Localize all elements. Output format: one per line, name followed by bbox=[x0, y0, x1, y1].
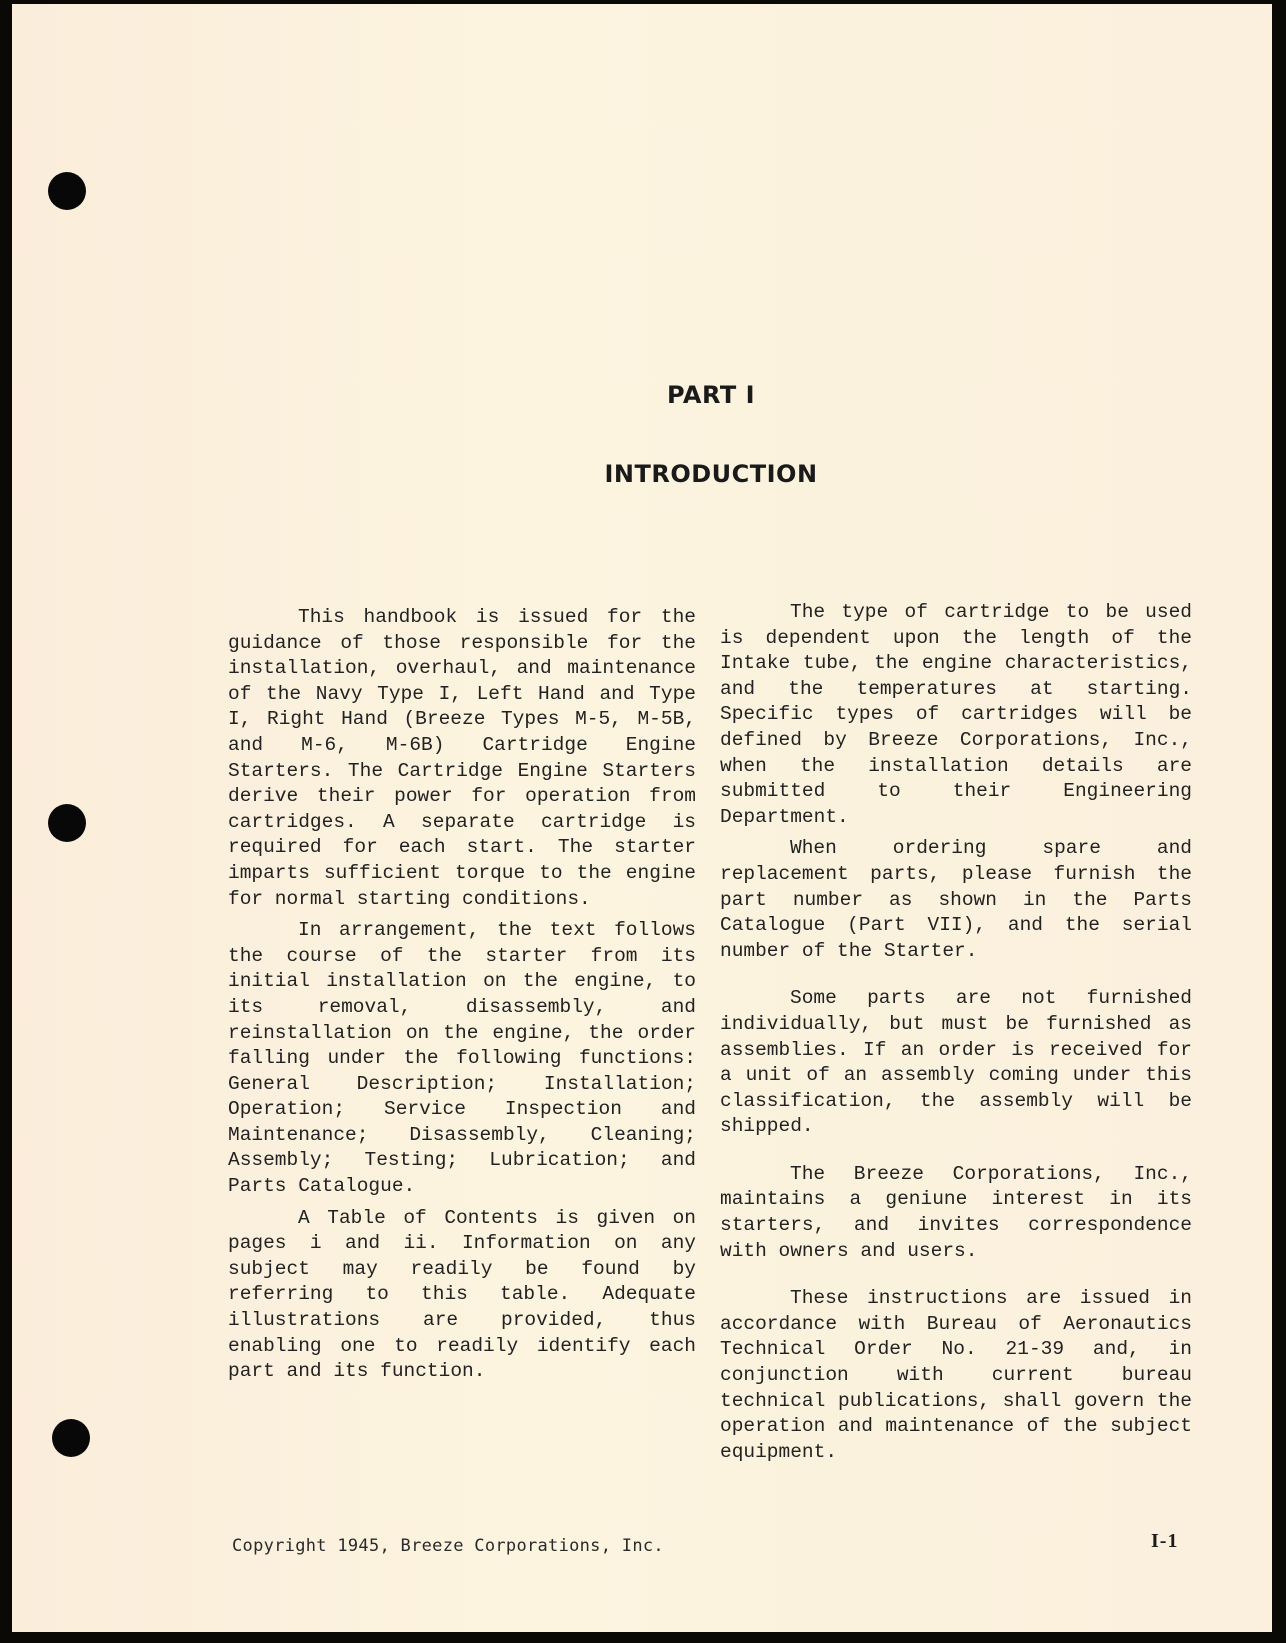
document-page bbox=[12, 4, 1272, 1632]
paragraph-cartridge-type: The type of cartridge to be used is dependent upon the length of the Intake tube, the engine characteristics, and the temperatures at starting. Specific types of cartridges will be defined by Breeze Corporations, Inc., when the installation details are submitted to their Engineering Department. bbox=[720, 601, 1192, 828]
paragraph-ordering-parts: When ordering spare and replacement parts, please furnish the part number as shown in the Parts Catalogue (Part VII), and the serial number of the Starter. bbox=[720, 837, 1192, 962]
section-title: INTRODUCTION bbox=[604, 460, 818, 488]
copyright-notice: Copyright 1945, Breeze Corporations, Inc. bbox=[232, 1536, 664, 1556]
paragraph-handbook-purpose: This handbook is issued for the guidance of those responsible for the installation, overhaul, and maintenance of the Navy Type I, Left Hand and Type I, Right Hand (Breeze Types M-5, M-5B, and M-6, M-6B) Cartridge Engine Starters. The Cartridge Engine Starters derive their power for operation from cartridges. A separate cartridge is required for each start. The starter imparts sufficient torque to the engine for normal starting conditions. bbox=[228, 606, 696, 910]
left-text-column bbox=[228, 605, 696, 1385]
paragraph-assemblies: Some parts are not furnished individually, but must be furnished as assemblies. If an order is received for a unit of an assembly coming under this classification, the assembly will be shipped. bbox=[720, 987, 1192, 1138]
paragraph-technical-order: These instructions are issued in accordance with Bureau of Aeronautics Technical Order No. 21-39 and, in conjunction with current bureau technical publications, shall govern the operation and maintenance of the subject equipment. bbox=[720, 1287, 1192, 1463]
page-number: I-1 bbox=[1151, 1530, 1179, 1552]
part-title: PART I bbox=[666, 381, 756, 409]
binder-hole-top bbox=[48, 172, 86, 210]
binder-hole-middle bbox=[48, 804, 86, 842]
binder-hole-bottom bbox=[52, 1419, 90, 1457]
paragraph-table-of-contents: A Table of Contents is given on pages i and ii. Information on any subject may readily be found by referring to this table. Adequate illustrations are provided, thus enabling one to readily identify each part and its function. bbox=[228, 1206, 696, 1383]
right-text-column bbox=[720, 600, 1192, 1465]
paragraph-arrangement: In arrangement, the text follows the course of the starter from its initial installation on the engine, to its removal, disassembly, and reinstallation on the engine, the order falling under the following functions: General Description; Installation; Operation; Service Inspection and Maintenance; Disassembly, Cleaning; Assembly; Testing; Lubrication; and Parts Catalogue. bbox=[228, 919, 696, 1198]
paragraph-correspondence: The Breeze Corporations, Inc., maintains a geniune interest in its starters, and invites correspondence with owners and users. bbox=[720, 1162, 1192, 1262]
